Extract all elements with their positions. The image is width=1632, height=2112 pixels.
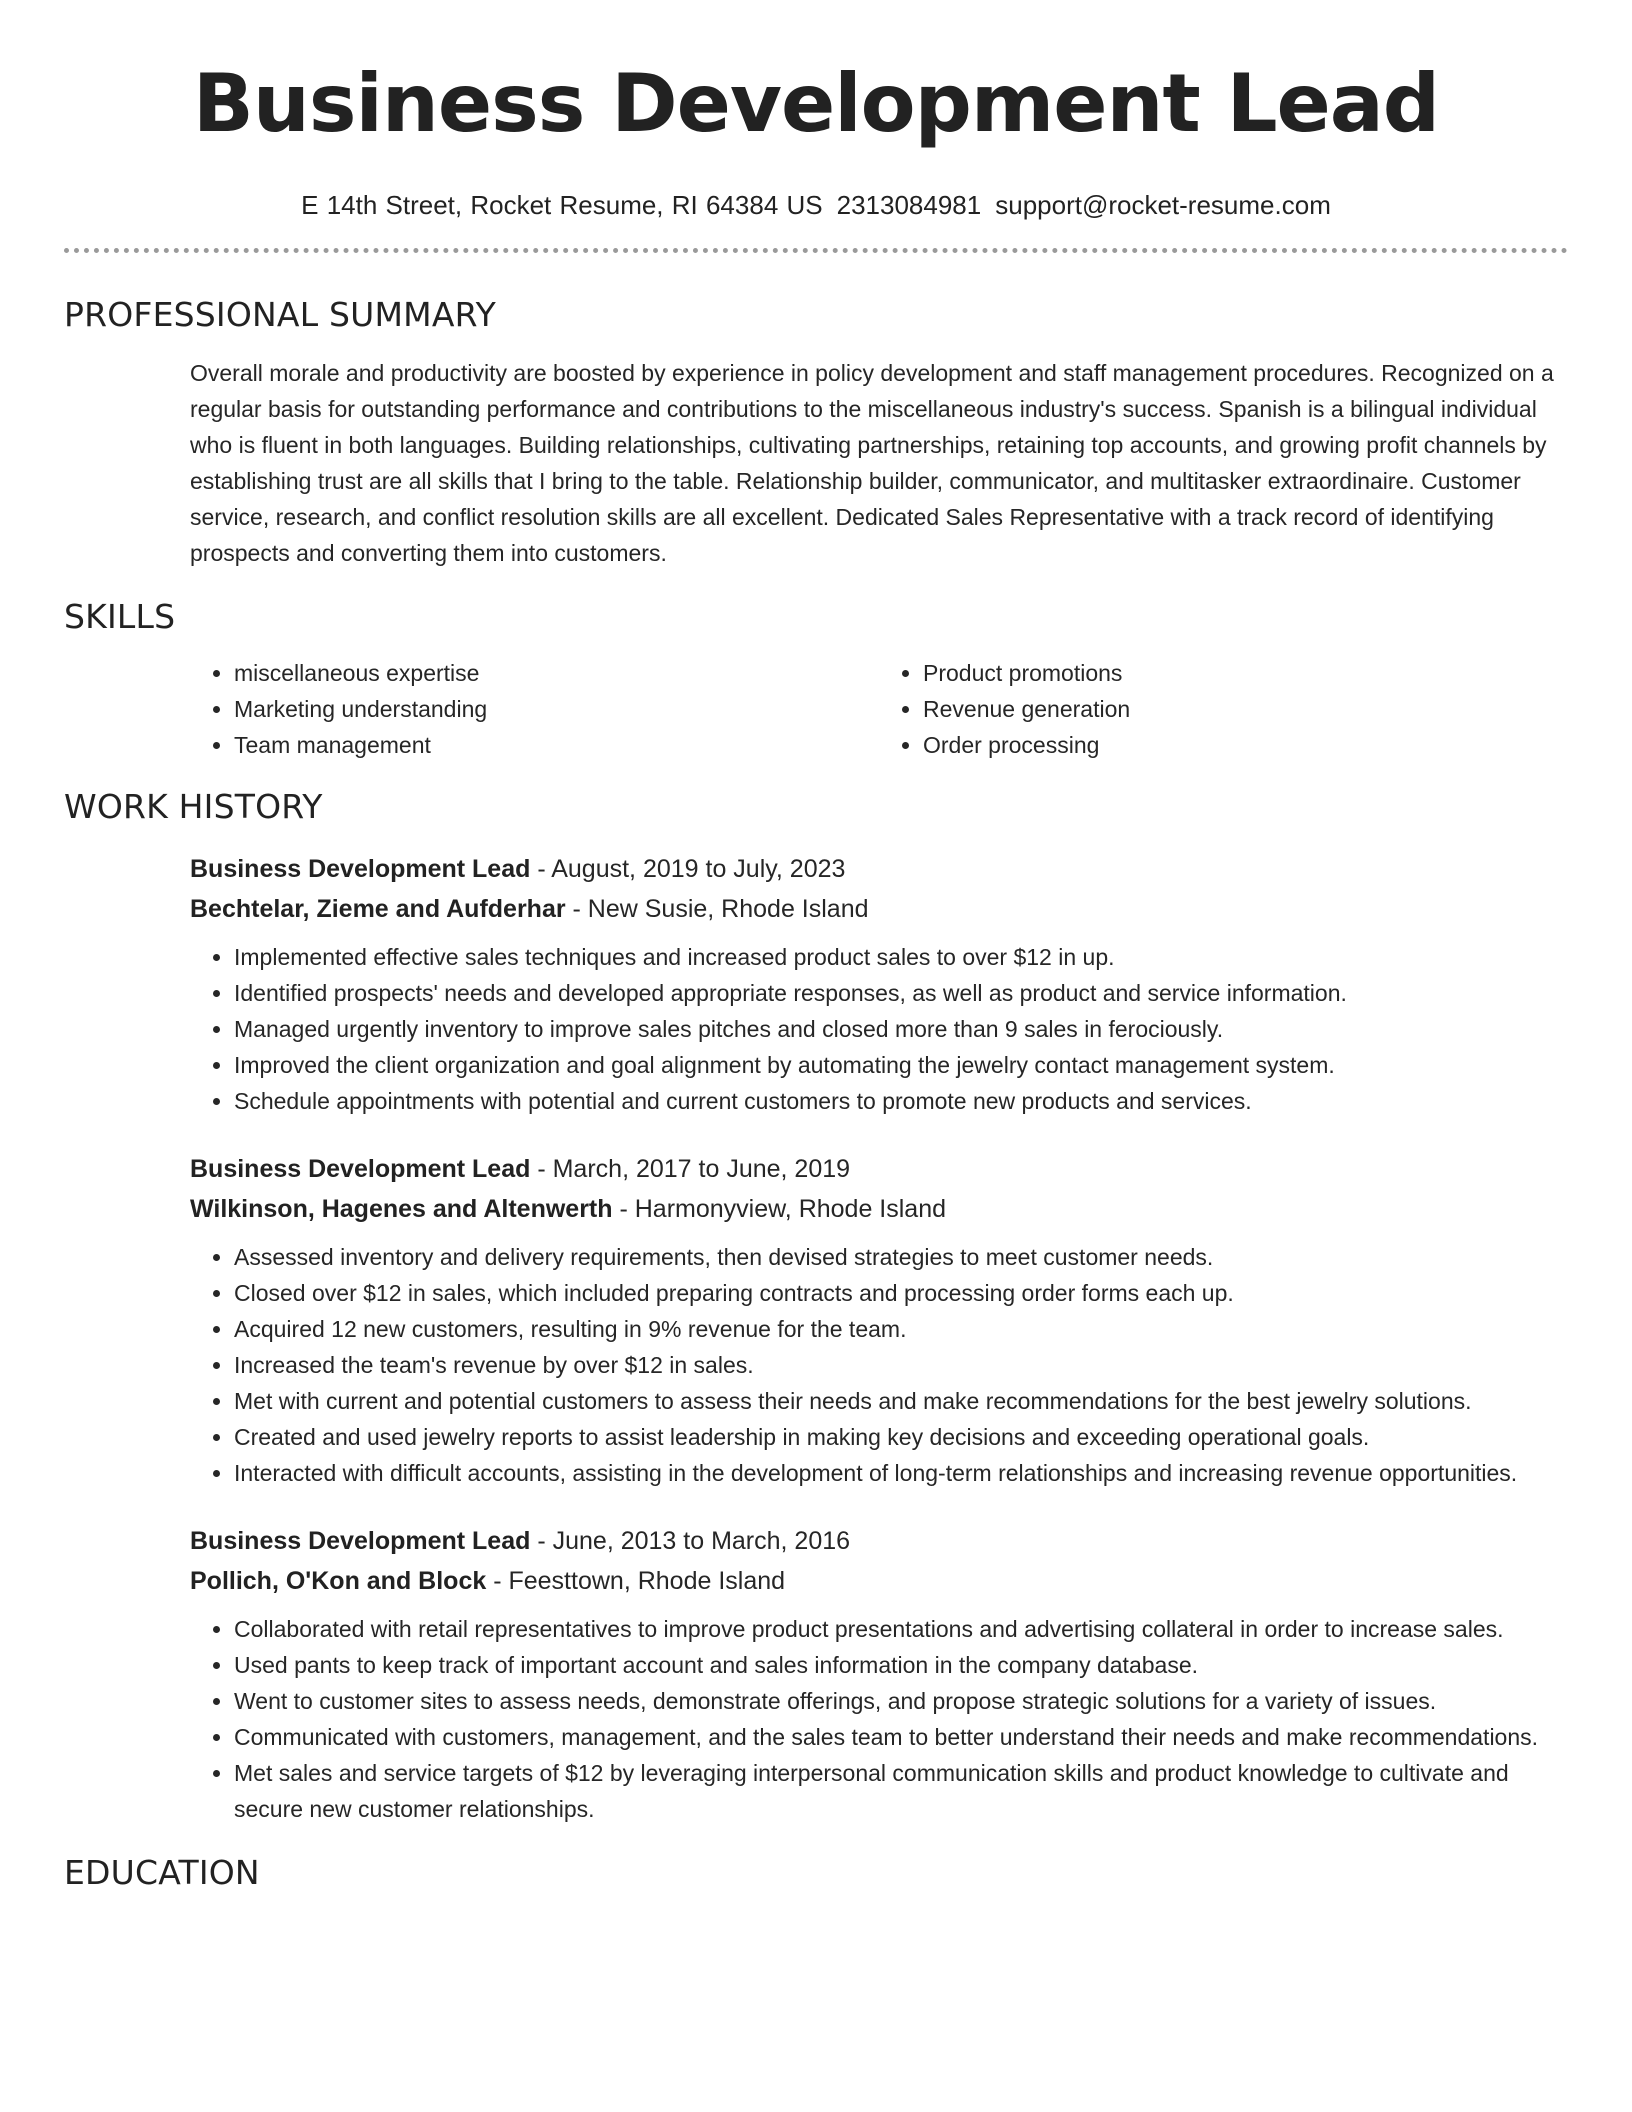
contact-line: [64, 190, 1568, 220]
skill-item: • Team management: [234, 727, 879, 763]
job-entry: [190, 1149, 1568, 1491]
skill-item: • Revenue generation: [923, 691, 1568, 727]
job-bullet: • Improved the client organization and goal alignment by automating the jewelry contact management system.: [234, 1047, 1568, 1083]
job-entry: [190, 1521, 1568, 1827]
job-company-line: [190, 1189, 1568, 1229]
candidate-name: Business Development Lead: [192, 57, 1440, 150]
summary-text: Overall morale and productivity are boosted by experience in policy development and staff management procedures. Recognized on a regular basis for outstanding performance and contributions to the miscellaneous industry's success. Spanish is a bilingual individual who is fluent in both languages. Building relationships, cultivating partnerships, retaining top accounts, and growing profit channels by establishing trust are all skills that I bring to the table. Relationship builder, communicator, and multitasker extraordinaire. Customer service, research, and conflict resolution skills are all excellent. Dedicated Sales Representative with a track record of identifying prospects and converting them into customers.: [190, 360, 1554, 566]
job-title-line: [190, 1149, 1568, 1189]
job-bullet: • Managed urgently inventory to improve sales pitches and closed more than 9 sales in ferociously.: [234, 1011, 1568, 1047]
skills-column-right: [879, 655, 1568, 763]
work-history-heading: WORK HISTORY: [64, 787, 323, 826]
skill-item: • Product promotions: [923, 655, 1568, 691]
education-heading: EDUCATION: [64, 1853, 260, 1892]
skills-list: [190, 655, 1568, 763]
job-bullet: • Met with current and potential customers to assess their needs and make recommendations for the best jewelry solutions.: [234, 1383, 1568, 1419]
job-role: Business Development Lead: [190, 1155, 531, 1183]
skills-column-left: [190, 655, 879, 763]
job-bullet: • Increased the team's revenue by over $12 in sales.: [234, 1347, 1568, 1383]
contact-email[interactable]: support@rocket-resume.com: [995, 190, 1331, 220]
job-role: Business Development Lead: [190, 1527, 531, 1555]
job-bullets: [190, 939, 1568, 1119]
skill-item: • miscellaneous expertise: [234, 655, 879, 691]
job-dates: - June, 2013 to March, 2016: [530, 1527, 851, 1555]
job-company: Bechtelar, Zieme and Aufderhar: [190, 895, 566, 923]
contact-address: E 14th Street, Rocket Resume, RI 64384 US: [301, 190, 823, 220]
job-bullet: • Collaborated with retail representatives to improve product presentations and advertising collateral in order to increase sales.: [234, 1611, 1568, 1647]
job-company: Wilkinson, Hagenes and Altenwerth: [190, 1195, 613, 1223]
summary-heading: PROFESSIONAL SUMMARY: [64, 295, 496, 334]
job-location: - New Susie, Rhode Island: [565, 895, 869, 923]
job-bullet: • Used pants to keep track of important account and sales information in the company database.: [234, 1647, 1568, 1683]
job-location: - Harmonyview, Rhode Island: [612, 1195, 947, 1223]
header-divider: [64, 248, 1568, 253]
job-bullet: • Created and used jewelry reports to assist leadership in making key decisions and exceeding operational goals.: [234, 1419, 1568, 1455]
job-bullets: [190, 1611, 1568, 1827]
job-bullets: [190, 1239, 1568, 1491]
job-bullet: • Implemented effective sales techniques and increased product sales to over $12 in up.: [234, 939, 1568, 975]
job-title-line: [190, 849, 1568, 889]
job-bullet: • Communicated with customers, management, and the sales team to better understand their needs and make recommendations.: [234, 1719, 1568, 1755]
job-bullet: • Identified prospects' needs and developed appropriate responses, as well as product and service information.: [234, 975, 1568, 1011]
job-bullet: • Schedule appointments with potential and current customers to promote new products and services.: [234, 1083, 1568, 1119]
job-dates: - August, 2019 to July, 2023: [530, 855, 846, 883]
contact-phone: 2313084981: [836, 190, 982, 220]
job-company-line: [190, 889, 1568, 929]
job-entry: [190, 849, 1568, 1119]
skill-item: • Marketing understanding: [234, 691, 879, 727]
job-dates: - March, 2017 to June, 2019: [530, 1155, 851, 1183]
resume-page: [64, 0, 1568, 1893]
job-bullet: • Assessed inventory and delivery requirements, then devised strategies to meet customer needs.: [234, 1239, 1568, 1275]
job-company-line: [190, 1561, 1568, 1601]
job-bullet: • Acquired 12 new customers, resulting in 9% revenue for the team.: [234, 1311, 1568, 1347]
job-location: - Feesttown, Rhode Island: [486, 1567, 786, 1595]
job-bullet: • Met sales and service targets of $12 by leveraging interpersonal communication skills and product knowledge to cultivate and secure new customer relationships.: [234, 1755, 1568, 1827]
job-role: Business Development Lead: [190, 855, 531, 883]
job-bullet: • Interacted with difficult accounts, assisting in the development of long-term relationships and increasing revenue opportunities.: [234, 1455, 1568, 1491]
job-bullet: • Closed over $12 in sales, which included preparing contracts and processing order forms each up.: [234, 1275, 1568, 1311]
job-title-line: [190, 1521, 1568, 1561]
job-company: Pollich, O'Kon and Block: [190, 1567, 487, 1595]
job-bullet: • Went to customer sites to assess needs, demonstrate offerings, and propose strategic solutions for a variety of issues.: [234, 1683, 1568, 1719]
skill-item: • Order processing: [923, 727, 1568, 763]
skills-heading: SKILLS: [64, 597, 176, 636]
